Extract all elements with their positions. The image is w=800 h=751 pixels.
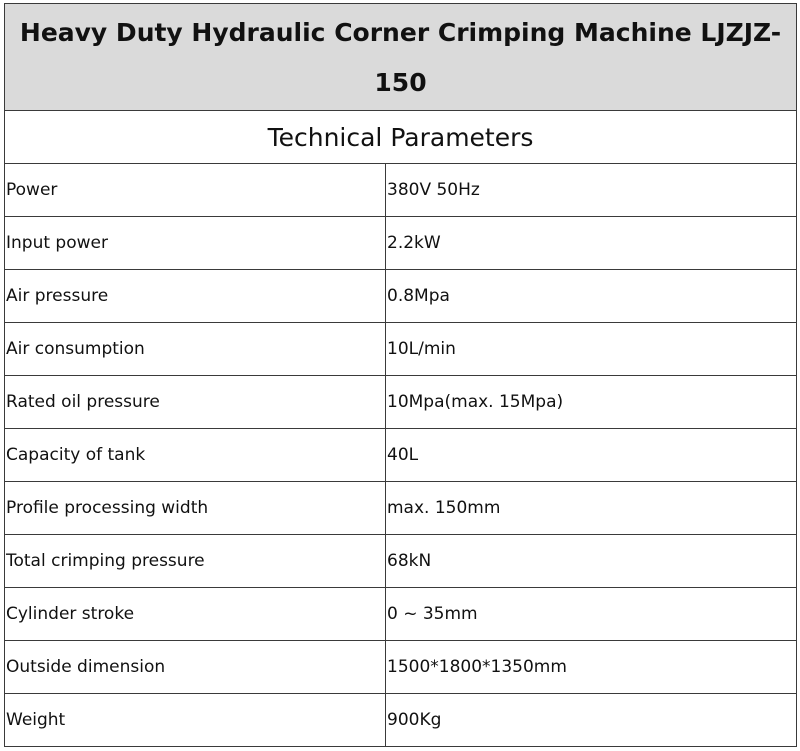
- table-title: Heavy Duty Hydraulic Corner Crimping Machine LJZJZ-150: [5, 4, 797, 111]
- row-value-cylinder-stroke: 0 ~ 35mm: [386, 588, 797, 641]
- row-label-capacity-of-tank: Capacity of tank: [5, 429, 386, 482]
- row-value-input-power: 2.2kW: [386, 217, 797, 270]
- row-value-outside-dimension: 1500*1800*1350mm: [386, 641, 797, 694]
- row-value-air-consumption: 10L/min: [386, 323, 797, 376]
- row-label-input-power: Input power: [5, 217, 386, 270]
- row-value-weight: 900Kg: [386, 694, 797, 747]
- row-label-total-crimping-pressure: Total crimping pressure: [5, 535, 386, 588]
- row-label-power: Power: [5, 164, 386, 217]
- row-value-capacity-of-tank: 40L: [386, 429, 797, 482]
- table-row: [5, 429, 797, 482]
- row-value-air-pressure: 0.8Mpa: [386, 270, 797, 323]
- table-row: [5, 217, 797, 270]
- row-value-total-crimping-pressure: 68kN: [386, 535, 797, 588]
- row-value-power: 380V 50Hz: [386, 164, 797, 217]
- table-row: [5, 641, 797, 694]
- technical-parameters-table: [4, 3, 797, 747]
- table-row: [5, 323, 797, 376]
- table-row: [5, 270, 797, 323]
- row-label-air-consumption: Air consumption: [5, 323, 386, 376]
- table-row: [5, 482, 797, 535]
- row-value-profile-processing-width: max. 150mm: [386, 482, 797, 535]
- row-label-air-pressure: Air pressure: [5, 270, 386, 323]
- table-row: [5, 376, 797, 429]
- table-row: [5, 694, 797, 747]
- table-row: [5, 535, 797, 588]
- title-row: [5, 4, 797, 111]
- subtitle-row: [5, 111, 797, 164]
- row-value-rated-oil-pressure: 10Mpa(max. 15Mpa): [386, 376, 797, 429]
- row-label-cylinder-stroke: Cylinder stroke: [5, 588, 386, 641]
- row-label-weight: Weight: [5, 694, 386, 747]
- row-label-outside-dimension: Outside dimension: [5, 641, 386, 694]
- table-row: [5, 164, 797, 217]
- row-label-rated-oil-pressure: Rated oil pressure: [5, 376, 386, 429]
- table-row: [5, 588, 797, 641]
- table-subtitle: Technical Parameters: [5, 111, 797, 164]
- row-label-profile-processing-width: Profile processing width: [5, 482, 386, 535]
